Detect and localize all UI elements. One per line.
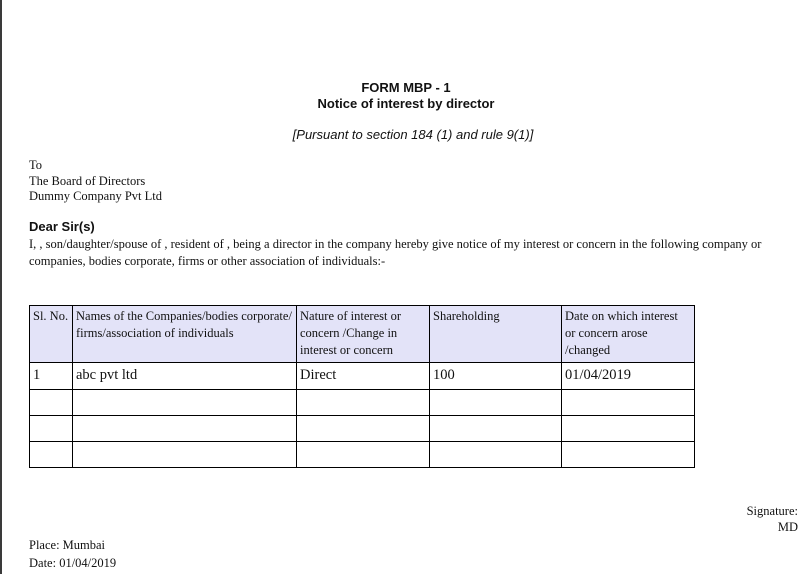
addressee-line-2: Dummy Company Pvt Ltd (29, 189, 162, 203)
empty-cell (30, 390, 73, 416)
empty-cell (562, 416, 695, 442)
table-row-empty (30, 442, 695, 468)
form-subtitle: Notice of interest by director (317, 96, 495, 111)
empty-cell (297, 442, 430, 468)
empty-cell (562, 390, 695, 416)
table-header-row (30, 306, 695, 363)
notice-body: I, , son/daughter/spouse of , resident of , being a director in the company hereby give notice of my interest or concern in the following company or companies, bodies corporate, firms or other association of individuals:- (29, 237, 762, 268)
empty-cell (30, 442, 73, 468)
header-date: Date on which interest or concern arose /changed (562, 306, 695, 363)
addressee-block (29, 158, 162, 205)
place-text: Place: Mumbai (29, 538, 106, 552)
empty-cell (430, 442, 562, 468)
cell-sl-no: 1 (30, 363, 73, 390)
table-row-empty (30, 390, 695, 416)
interest-table (29, 305, 695, 468)
addressee-to: To (29, 158, 43, 172)
empty-cell (297, 390, 430, 416)
cell-date: 01/04/2019 (562, 363, 695, 390)
cell-company-name: abc pvt ltd (73, 363, 297, 390)
empty-cell (73, 390, 297, 416)
empty-cell (73, 442, 297, 468)
place-date-block (29, 536, 116, 572)
signature-block (747, 503, 798, 535)
empty-cell (430, 416, 562, 442)
table-row-empty (30, 416, 695, 442)
table-row (30, 363, 695, 390)
pursuant-reference: [Pursuant to section 184 (1) and rule 9(1)] (292, 127, 534, 142)
date-text: Date: 01/04/2019 (29, 556, 117, 570)
empty-cell (562, 442, 695, 468)
cell-nature-of-interest: Direct (297, 363, 430, 390)
empty-cell (30, 416, 73, 442)
salutation: Dear Sir(s) (29, 219, 95, 234)
header-shareholding: Shareholding (430, 306, 562, 363)
form-title: FORM MBP - 1 (361, 80, 451, 95)
signature-label: Signature: (746, 504, 798, 518)
signatory-name: MD (777, 520, 798, 534)
empty-cell (430, 390, 562, 416)
cell-shareholding: 100 (430, 363, 562, 390)
header-sl-no: Sl. No. (30, 306, 73, 363)
header-company-names: Names of the Companies/bodies corporate/ firms/association of individuals (73, 306, 297, 363)
header-nature-of-interest: Nature of interest or concern /Change in interest or concern (297, 306, 430, 363)
empty-cell (297, 416, 430, 442)
empty-cell (73, 416, 297, 442)
addressee-line-1: The Board of Directors (29, 173, 146, 188)
